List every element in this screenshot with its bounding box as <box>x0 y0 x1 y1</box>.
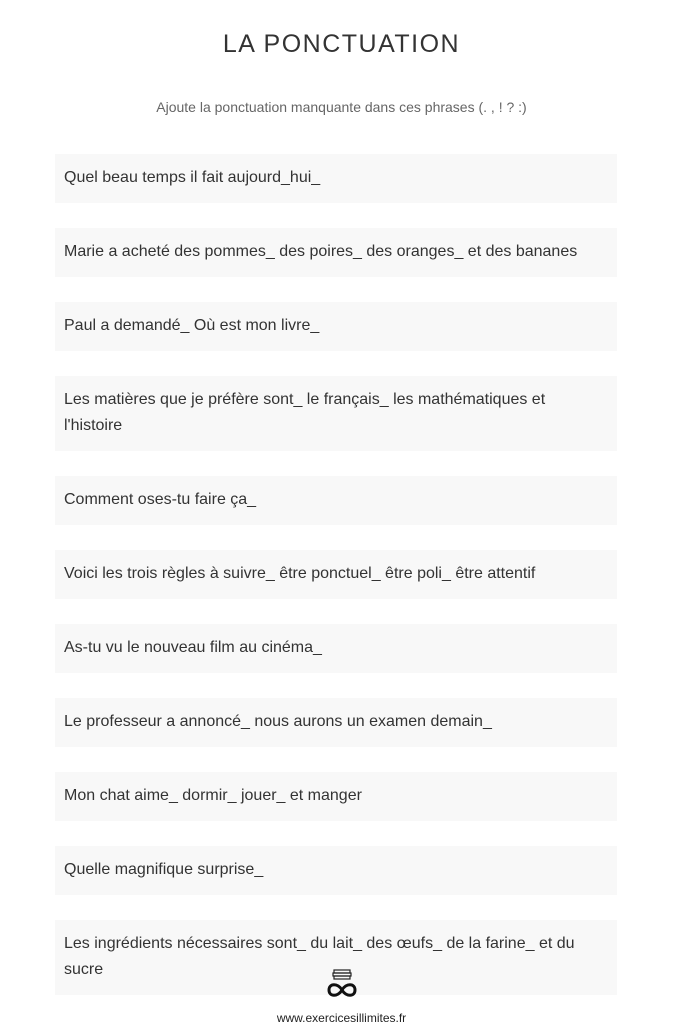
exercise-text: Le professeur a annoncé_ nous aurons un examen demain_ <box>64 713 492 730</box>
infinity-book-icon <box>322 968 362 1000</box>
exercise-text: Paul a demandé_ Où est mon livre_ <box>64 317 320 334</box>
exercise-item-1 <box>55 154 617 203</box>
exercise-text: Comment oses-tu faire ça_ <box>64 491 257 508</box>
footer <box>0 968 683 1025</box>
exercise-item-5 <box>55 476 617 525</box>
exercise-text: As-tu vu le nouveau film au cinéma_ <box>64 639 322 656</box>
exercise-item-9 <box>55 772 617 821</box>
instruction-text: Ajoute la ponctuation manquante dans ces phrases (. , ! ? :) <box>156 99 527 115</box>
exercise-text: Quelle magnifique surprise_ <box>64 861 264 878</box>
exercise-text: Mon chat aime_ dormir_ jouer_ et manger <box>64 787 362 804</box>
exercise-item-10 <box>55 846 617 895</box>
exercise-item-3 <box>55 302 617 351</box>
exercise-text: Les ingrédients nécessaires sont_ du lait_ des œufs_ de la farine_ et du sucre <box>64 935 575 978</box>
website-link[interactable]: www.exercicesillimites.fr <box>276 1011 407 1025</box>
exercise-item-2 <box>55 228 617 277</box>
exercise-text: Marie a acheté des pommes_ des poires_ des oranges_ et des bananes <box>64 243 578 260</box>
exercise-item-6 <box>55 550 617 599</box>
exercise-text: Voici les trois règles à suivre_ être ponctuel_ être poli_ être attentif <box>64 565 536 582</box>
exercise-item-4 <box>55 376 617 451</box>
exercise-item-8 <box>55 698 617 747</box>
exercise-list <box>55 154 617 995</box>
exercise-item-7 <box>55 624 617 673</box>
page-title: LA PONCTUATION <box>222 30 461 58</box>
exercise-text: Quel beau temps il fait aujourd_hui_ <box>64 169 321 186</box>
exercise-text: Les matières que je préfère sont_ le français_ les mathématiques et l'histoire <box>64 391 546 434</box>
